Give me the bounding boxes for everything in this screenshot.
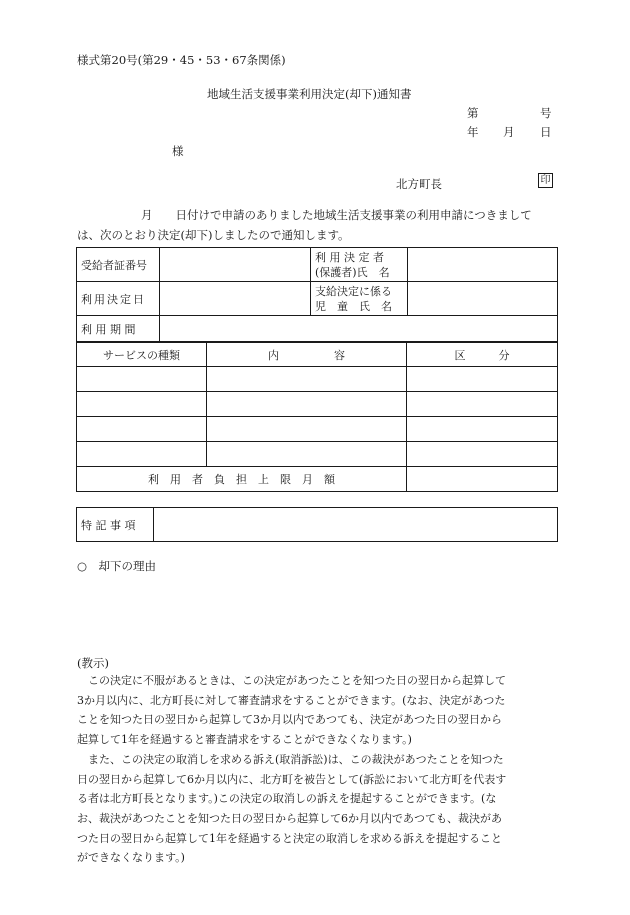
category-header: 区 分: [407, 343, 558, 367]
content-header: 内 容: [207, 343, 407, 367]
intro-line: 月 日付けで申請のありました地域生活支援事業の利用申請につきまして: [141, 208, 532, 222]
service-type-cell[interactable]: [77, 417, 207, 442]
child-name-label-line1: 支給決定に係る: [315, 284, 392, 298]
notice-line: る者は北方町長となります。)この決定の取消しの訴えを提起することができます。(な: [77, 792, 497, 806]
category-cell[interactable]: [407, 442, 558, 467]
notice-body: [77, 671, 559, 868]
date-day: 日: [540, 125, 552, 139]
document-title: 地域生活支援事業利用決定(却下)通知書: [207, 87, 412, 101]
info-table: [76, 247, 558, 342]
notice-line: つた日の翌日から起算して1年を経過すると決定の取消しを求める訴えを提起すること: [77, 831, 502, 845]
category-cell[interactable]: [407, 367, 558, 392]
decided-person-label: [311, 248, 408, 282]
notice-line: 起算して1年を経過すると審査請求をすることができなくなります。): [77, 733, 412, 747]
intro-line: は、次のとおり決定(却下)しましたので通知します。: [77, 228, 350, 242]
decided-person-name-field[interactable]: [408, 248, 558, 282]
intro-paragraph: [77, 205, 559, 245]
notice-line: また、この決定の取消しを求める訴え(取消訴訟)は、この裁決があつたことを知つた: [77, 752, 504, 766]
service-type-cell[interactable]: [77, 367, 207, 392]
remarks-label: 特 記 事 項: [77, 508, 154, 542]
category-cell[interactable]: [407, 392, 558, 417]
child-name-field[interactable]: [408, 282, 558, 316]
seal-mark: 印: [538, 173, 553, 188]
child-name-label-line2: 児 童 氏 名: [315, 299, 392, 313]
recipient-number-label: 受給者証番号: [77, 248, 160, 282]
decision-date-field[interactable]: [160, 282, 311, 316]
doc-number-go: 号: [540, 106, 552, 120]
issuer-name: 北方町長: [396, 177, 442, 191]
decided-person-label-line2: (保護者)氏 名: [315, 265, 390, 279]
service-table: [76, 342, 558, 492]
notice-line: 3か月以内に、北方町長に対して審査請求をすることができます。(なお、決定があつた: [77, 693, 506, 707]
doc-number-dai: 第: [467, 106, 479, 120]
service-type-header: サービスの種類: [77, 343, 207, 367]
service-type-cell[interactable]: [77, 392, 207, 417]
decided-person-label-line1: 利 用 決 定 者: [315, 250, 384, 264]
form-number: 様式第20号(第29・45・53・67条関係): [77, 53, 286, 67]
period-label: 利 用 期 間: [77, 316, 160, 342]
notice-line: お、裁決があつたことを知つた日の翌日から起算して6か月以内であつても、裁決があ: [77, 811, 502, 825]
rejection-reason-heading: ○ 却下の理由: [77, 559, 157, 573]
content-cell[interactable]: [207, 442, 407, 467]
content-cell[interactable]: [207, 417, 407, 442]
remarks-field[interactable]: [154, 508, 558, 542]
content-cell[interactable]: [207, 367, 407, 392]
notice-line: ことを知つた日の翌日から起算して3か月以内であつても、決定があつた日の翌日から: [77, 713, 502, 727]
remarks-table: [76, 507, 558, 542]
date-year: 年: [467, 125, 479, 139]
content-cell[interactable]: [207, 392, 407, 417]
recipient-number-field[interactable]: [160, 248, 311, 282]
category-cell[interactable]: [407, 417, 558, 442]
addressee-suffix: 様: [172, 144, 184, 158]
period-field[interactable]: [160, 316, 558, 342]
notice-line: 日の翌日から起算して6か月以内に、北方町を被告として(訴訟において北方町を代表す: [77, 772, 507, 786]
decision-date-label: 利用決定日: [77, 282, 160, 316]
monthly-limit-label: 利 用 者 負 担 上 限 月 額: [77, 467, 407, 492]
notice-line: ができなくなります。): [77, 851, 185, 865]
date-month: 月: [503, 125, 515, 139]
notice-heading: (教示): [77, 656, 109, 670]
notice-line: この決定に不服があるときは、この決定があつたことを知つた日の翌日から起算して: [77, 674, 506, 687]
monthly-limit-field[interactable]: [407, 467, 558, 492]
service-type-cell[interactable]: [77, 442, 207, 467]
child-name-label: [311, 282, 408, 316]
